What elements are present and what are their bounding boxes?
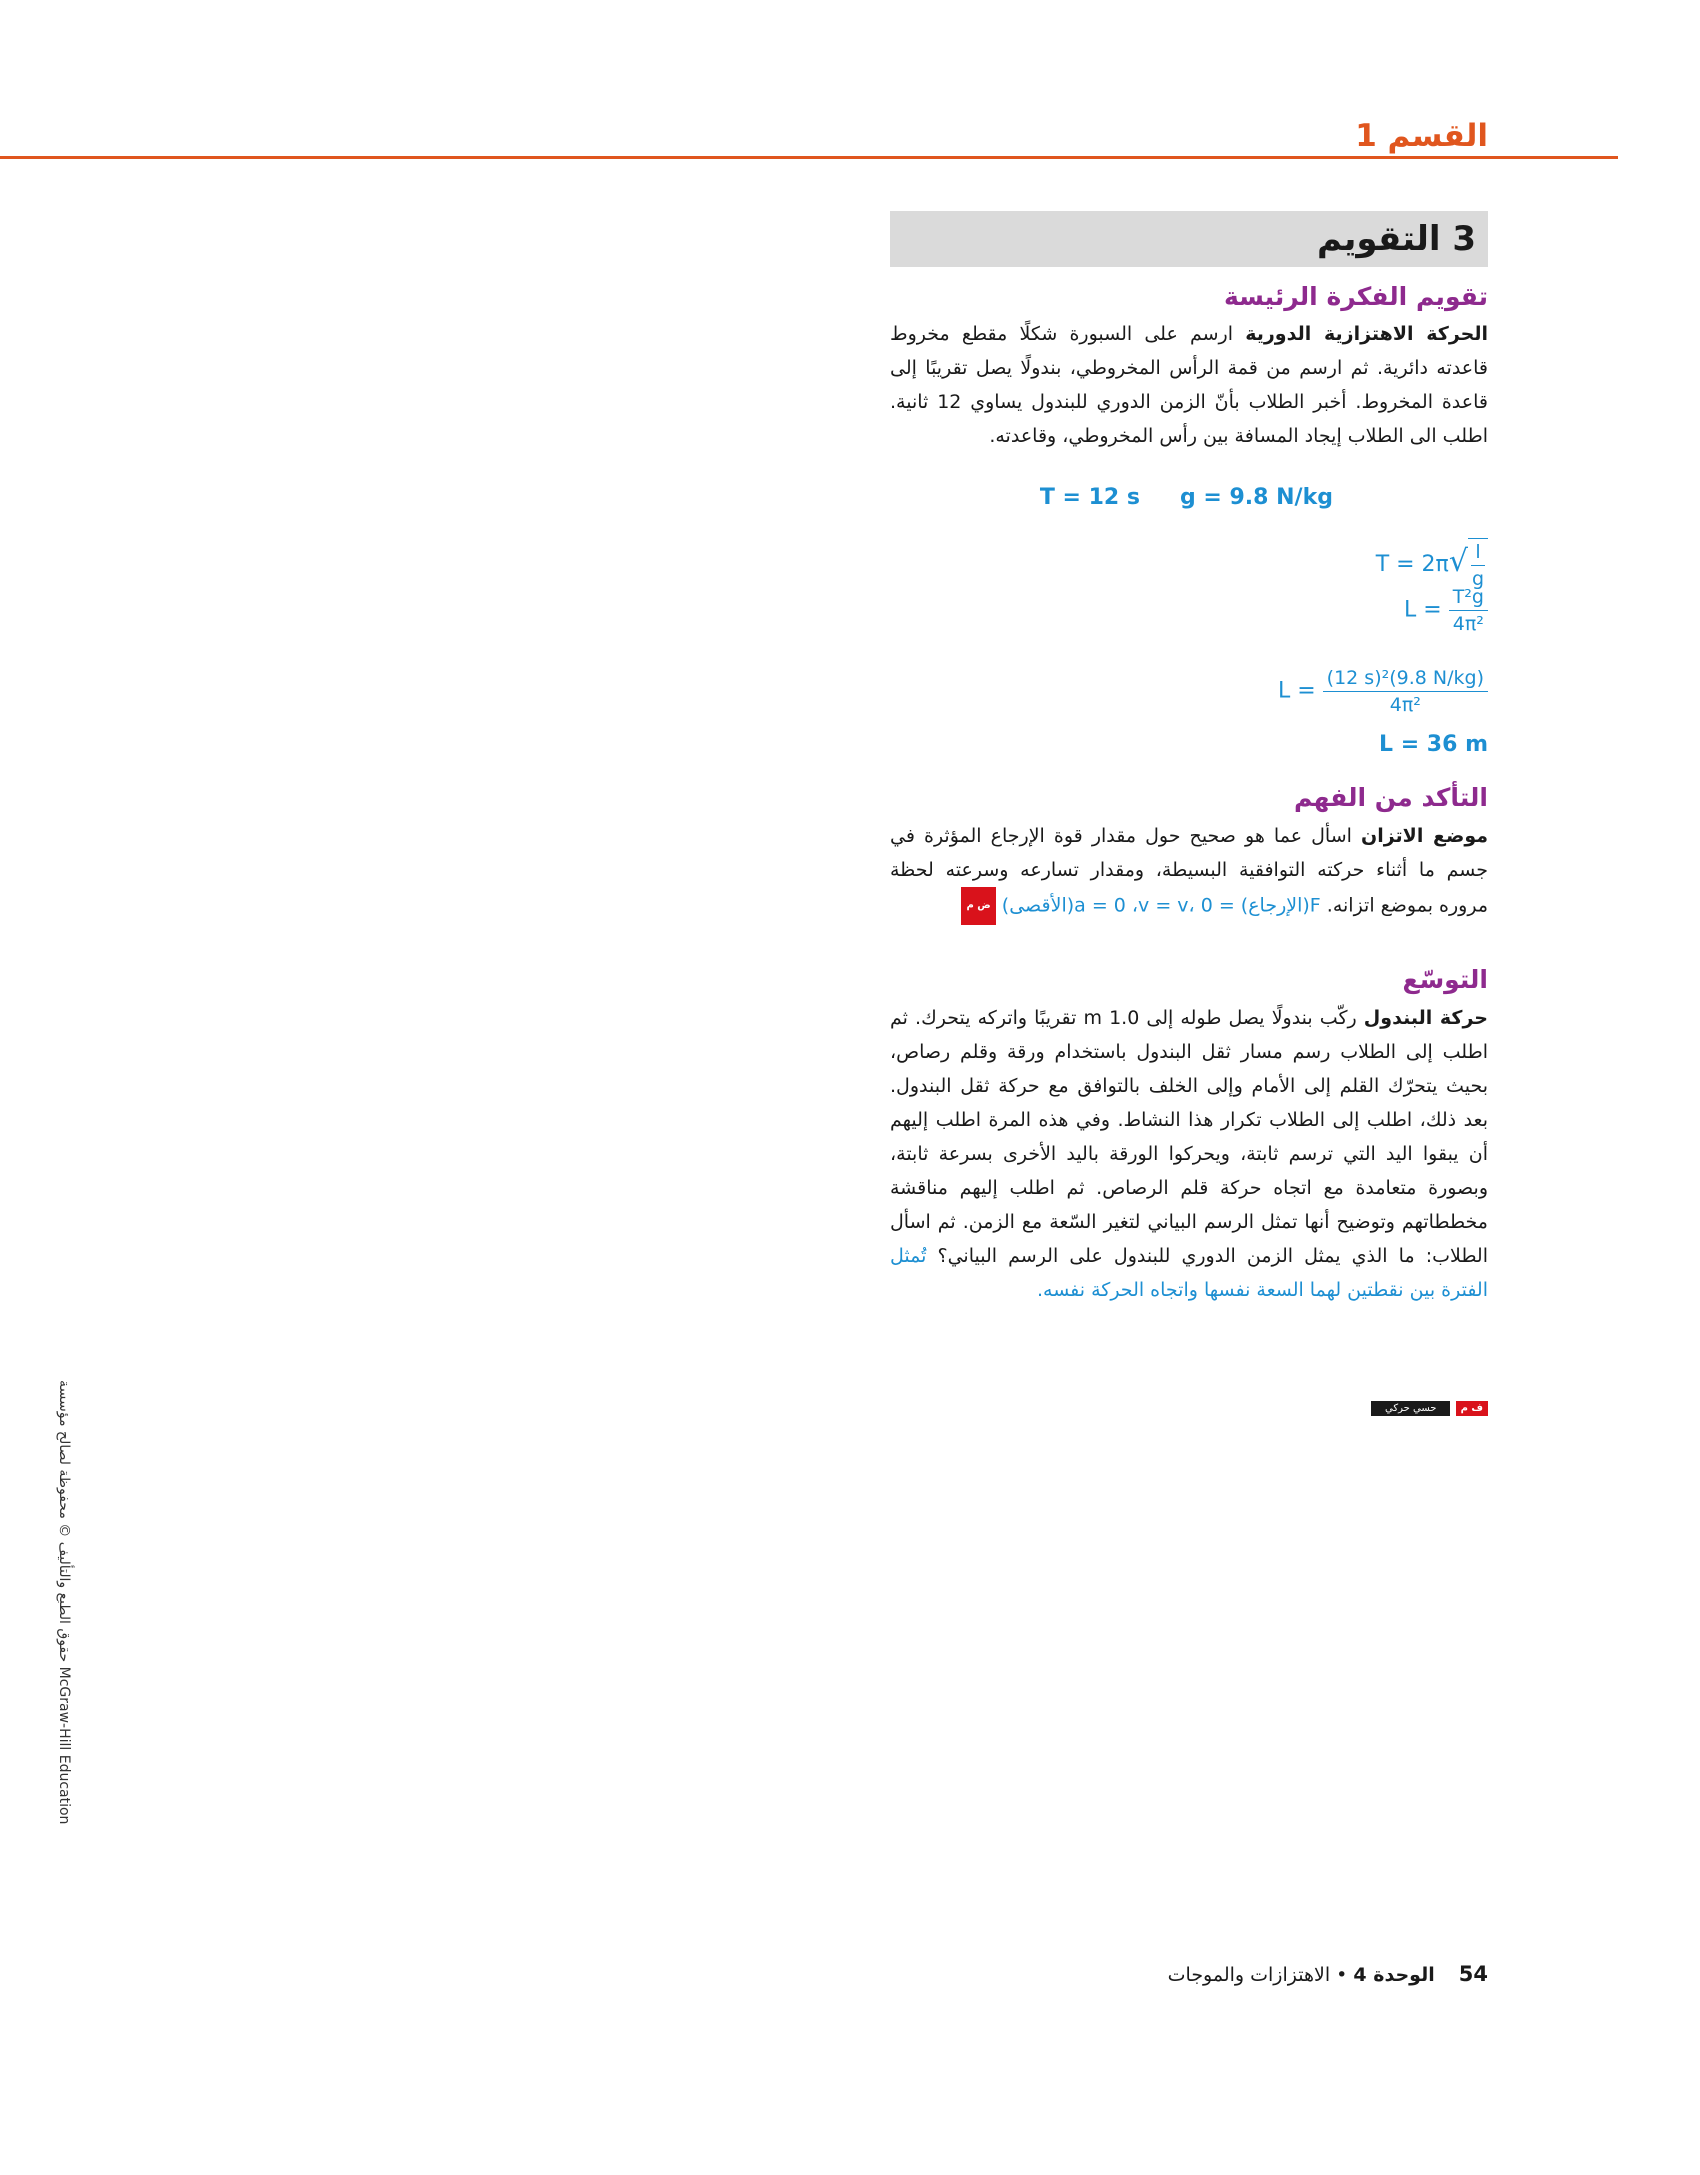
- equation-period-num: l: [1471, 539, 1484, 566]
- given-g: g = 9.8 N/kg: [1180, 485, 1333, 510]
- given-T: T = 12 s: [1039, 485, 1140, 510]
- main-idea-lead: الحركة الاهتزازية الدورية: [1245, 323, 1488, 345]
- equation-length-num: T²g: [1449, 584, 1488, 611]
- equation-substitution: [1278, 665, 1488, 718]
- main-idea-paragraph: [890, 317, 1488, 453]
- extend-tag-red: ف م: [1456, 1401, 1488, 1416]
- extend-tags: [1371, 1398, 1488, 1417]
- header-rule: [0, 156, 1618, 159]
- check-answer: F(الإرجاع) = 0 ،a = 0 ،v = v(الأقصى): [1001, 894, 1321, 917]
- equation-period-lhs: T = 2π: [1375, 552, 1449, 577]
- equation-substitution-den: 4π²: [1389, 694, 1421, 716]
- equation-result: L = 36 m: [1379, 732, 1488, 757]
- equation-length-den: 4π²: [1452, 613, 1484, 635]
- check-heading: التأكد من الفهم: [1294, 783, 1488, 812]
- unit-title: • الاهتزازات والموجات: [1167, 1964, 1348, 1986]
- equation-substitution-num: (12 s)²(9.8 N/kg): [1323, 665, 1488, 692]
- check-tag: ض م: [961, 887, 995, 925]
- section-label: القسم 1: [1355, 118, 1488, 154]
- extend-paragraph: [890, 1001, 1488, 1307]
- equation-period-den: g: [1471, 568, 1484, 590]
- check-paragraph: [890, 819, 1488, 925]
- check-body: اسأل عما هو صحيح حول مقدار قوة الإرجاع المؤثرة في جسم ما أثناء حركته التوافقية البسيطة، ومقدار تسارعه وسرعته لحظة مروره بموضع اتزانه.: [890, 825, 1488, 917]
- main-idea-heading: تقويم الفكرة الرئيسة: [1224, 282, 1488, 311]
- page-number: 54: [1458, 1962, 1488, 1986]
- extend-body: ركّب بندولًا يصل طوله إلى 1.0 m تقريبًا واتركه يتحرك. ثم اطلب إلى الطلاب رسم مسار ثقل البندول باستخدام ورقة وقلم رصاص، بحيث يتحرّك القلم إلى الأمام وإلى الخلف بالتوافق مع حركة ثقل البندول. بعد ذلك، اطلب إلى الطلاب تكرار هذا النشاط. وفي هذه المرة اطلب إليهم أن يبقوا اليد التي ترسم ثابتة، ويحركوا الورقة باليد الأخرى بسرعة ثابتة، وبصورة متعامدة مع اتجاه حركة قلم الرصاص. ثم اطلب إليهم مناقشة مخططاتهم وتوضيح أنها تمثل الرسم البياني لتغير السّعة مع الزمن. ثم اسأل الطلاب: ما الذي يمثل الزمن الدوري للبندول على الرسم البياني؟: [890, 1007, 1488, 1267]
- equation-length: [1404, 584, 1488, 637]
- page-footer: [1168, 1962, 1488, 1986]
- extend-heading: التوسّع: [1402, 965, 1488, 994]
- extend-tag-black: حسي حركي: [1371, 1401, 1450, 1416]
- equation-period: T = 2π√ $\frac{l}{g}$: [1376, 538, 1488, 592]
- check-lead: موضع الاتزان: [1360, 825, 1488, 847]
- unit-label: الوحدة 4: [1353, 1964, 1435, 1986]
- main-idea-body: ارسم على السبورة شكلًا مقطع مخروط قاعدته دائرية. ثم ارسم من قمة الرأس المخروطي، بندولًا يصل تقريبًا إلى قاعدة المخروط. أخبر الطلاب بأنّ الزمن الدوري للبندول يساوي 12 ثانية. اطلب الى الطلاب إيجاد المسافة بين رأس المخروطي، وقاعدته.: [890, 323, 1488, 447]
- extend-lead: حركة البندول: [1363, 1007, 1488, 1029]
- equation-length-lhs: L =: [1404, 597, 1442, 623]
- evaluation-title: 3 التقويم: [1316, 219, 1476, 259]
- extend-answer: تُمثل الفترة بين نقطتين لهما السعة نفسها واتجاه الحركة نفسه.: [890, 1245, 1488, 1301]
- evaluation-bar: [890, 211, 1488, 267]
- side-copyright: حقوق الطبع والتأليف © محفوظة لصالح مؤسسة McGraw-Hill Education: [56, 1380, 72, 1825]
- equation-substitution-lhs: L =: [1277, 678, 1316, 704]
